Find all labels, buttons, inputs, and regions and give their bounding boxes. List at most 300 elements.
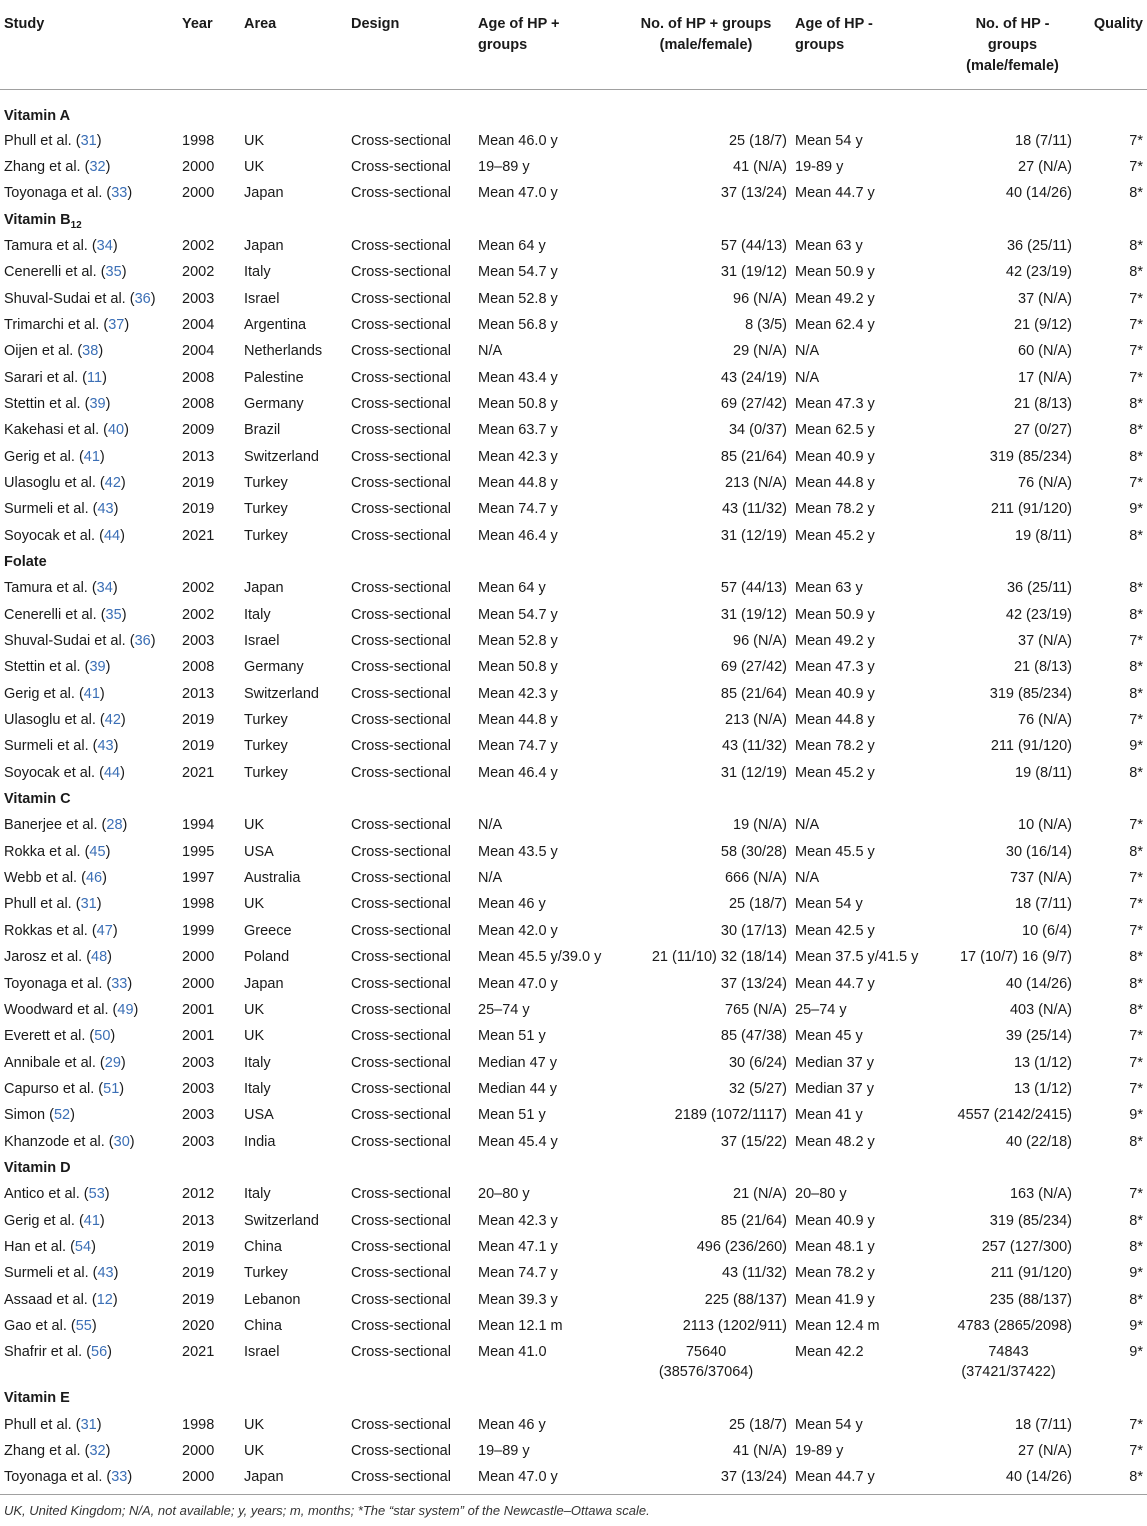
cell-num-hp-neg: 40 (14/26) bbox=[1005, 185, 1072, 202]
cell-quality: 7* bbox=[1129, 633, 1143, 650]
cell-num-hp-neg: 39 (25/14) bbox=[1005, 1028, 1072, 1045]
cell-age-hp-neg: Mean 49.2 y bbox=[795, 633, 875, 650]
cell-num-hp-pos: 21 (11/10) 32 (18/14) bbox=[651, 949, 787, 966]
cell-age-hp-pos: Mean 47.0 y bbox=[478, 185, 558, 202]
cell-study bbox=[0, 496, 178, 522]
cell-study bbox=[0, 654, 178, 680]
study-author: Surmeli et al. ( bbox=[4, 501, 98, 518]
col-num-hp-neg: No. of HP - groups (male/female) bbox=[941, 0, 1076, 90]
study-author: Oijen et al. ( bbox=[4, 343, 83, 360]
citation-close: ) bbox=[120, 474, 126, 491]
cell-year: 2004 bbox=[182, 316, 215, 333]
cell-design: Cross-sectional bbox=[351, 712, 451, 729]
cell-num-hp-neg: 37 (N/A) bbox=[1018, 633, 1072, 650]
cell-study bbox=[0, 1412, 178, 1438]
citation-link[interactable]: 33 bbox=[111, 1469, 128, 1486]
cell-age-hp-pos: Median 44 y bbox=[478, 1080, 557, 1097]
cell-num-hp-neg: 17 (N/A) bbox=[1018, 369, 1072, 386]
citation-close: ) bbox=[96, 1416, 102, 1433]
cell-study bbox=[0, 1129, 178, 1155]
cell-design: Cross-sectional bbox=[351, 343, 451, 360]
citation-close: ) bbox=[120, 527, 125, 544]
cell-year: 2000 bbox=[182, 1443, 215, 1459]
cell-age-hp-pos: Mean 63.7 y bbox=[478, 422, 558, 439]
cell-num-hp-pos: 29 (N/A) bbox=[733, 343, 787, 360]
study-author: Tamura et al. ( bbox=[4, 237, 97, 254]
cell-quality: 9* bbox=[1129, 1107, 1143, 1124]
citation-link[interactable]: 32 bbox=[89, 158, 106, 175]
cell-quality: 8* bbox=[1129, 764, 1143, 781]
cell-age-hp-pos: Mean 42.3 y bbox=[478, 1212, 558, 1229]
cell-age-hp-neg: Mean 37.5 y/41.5 y bbox=[795, 949, 919, 966]
citation-close: ) bbox=[107, 1344, 113, 1361]
cell-age-hp-pos: Mean 42.0 y bbox=[478, 922, 558, 939]
cell-quality: 8* bbox=[1129, 659, 1143, 676]
cell-age-hp-neg: Mean 78.2 y bbox=[795, 501, 875, 518]
cell-area: Turkey bbox=[244, 738, 288, 755]
col-num-hp-pos: No. of HP + groups (male/female) bbox=[621, 0, 791, 90]
table-row bbox=[0, 1181, 1147, 1207]
cell-num-hp-pos: 57 (44/13) bbox=[720, 580, 787, 597]
table-row bbox=[0, 391, 1147, 417]
cell-age-hp-neg: Mean 54 y bbox=[795, 896, 863, 913]
cell-area: Lebanon bbox=[244, 1291, 301, 1308]
cell-age-hp-neg: Mean 44.7 y bbox=[795, 185, 875, 202]
study-author: Surmeli et al. ( bbox=[4, 738, 98, 755]
cell-design: Cross-sectional bbox=[351, 659, 451, 676]
citation-link[interactable]: 36 bbox=[134, 633, 151, 650]
table-row bbox=[0, 575, 1147, 601]
cell-num-hp-pos: 41 (N/A) bbox=[733, 1443, 787, 1459]
study-author: Zhang et al. ( bbox=[4, 1443, 90, 1459]
cell-area: USA bbox=[244, 1107, 274, 1124]
cell-age-hp-pos: Mean 51 y bbox=[478, 1028, 546, 1045]
study-author: Khanzode et al. ( bbox=[4, 1133, 114, 1150]
cell-num-hp-pos: 31 (12/19) bbox=[720, 764, 787, 781]
table-row bbox=[0, 733, 1147, 759]
cell-age-hp-neg: Mean 44.7 y bbox=[795, 975, 875, 992]
cell-age-hp-pos: Mean 54.7 y bbox=[478, 606, 558, 623]
cell-age-hp-neg: Mean 78.2 y bbox=[795, 1265, 875, 1282]
table-row bbox=[0, 1438, 1147, 1464]
cell-study bbox=[0, 1208, 178, 1234]
citation-link[interactable]: 45 bbox=[89, 843, 106, 860]
citation-close: ) bbox=[112, 237, 118, 254]
citation-link[interactable]: 31 bbox=[80, 1416, 97, 1433]
cell-age-hp-pos: Mean 47.0 y bbox=[474, 1464, 621, 1494]
cell-quality: 8* bbox=[1129, 237, 1143, 254]
citation-close: ) bbox=[98, 343, 104, 360]
cell-design: Cross-sectional bbox=[351, 158, 451, 175]
cell-quality: 8* bbox=[1129, 580, 1143, 597]
citation-link[interactable]: 56 bbox=[91, 1344, 108, 1361]
cell-year: 2013 bbox=[182, 685, 215, 702]
citation-link[interactable]: 40 bbox=[107, 422, 125, 439]
citation-link[interactable]: 30 bbox=[113, 1133, 130, 1150]
cell-num-hp-neg: 21 (8/13) bbox=[1013, 395, 1072, 412]
cell-age-hp-neg: Mean 45.2 y bbox=[795, 527, 875, 544]
col-design: Design bbox=[347, 0, 474, 90]
citation-link[interactable]: 41 bbox=[83, 448, 100, 465]
cell-year: 2020 bbox=[182, 1317, 215, 1334]
citation-link[interactable]: 42 bbox=[104, 474, 121, 491]
cell-quality: 8* bbox=[1129, 395, 1143, 412]
cell-quality: 8* bbox=[1129, 1133, 1143, 1150]
citation-link[interactable]: 47 bbox=[96, 922, 113, 939]
cell-num-hp-pos: 85 (21/64) bbox=[720, 448, 787, 465]
cell-age-hp-pos: N/A bbox=[478, 343, 503, 360]
cell-area: Palestine bbox=[244, 369, 304, 386]
study-author: Rokka et al. ( bbox=[4, 843, 90, 860]
cell-num-hp-neg: 37 (N/A) bbox=[1018, 290, 1072, 307]
study-author: Surmeli et al. ( bbox=[4, 1265, 98, 1282]
citation-close: ) bbox=[102, 870, 107, 887]
cell-line: 75640 bbox=[685, 1344, 727, 1361]
cell-num-hp-pos: 31 (12/19) bbox=[720, 527, 787, 544]
citation-close: ) bbox=[91, 1238, 96, 1255]
section-title bbox=[0, 1155, 1147, 1181]
cell-study bbox=[0, 760, 178, 786]
study-author: Phull et al. ( bbox=[4, 132, 81, 149]
cell-year: 2004 bbox=[182, 343, 215, 360]
cell-design: Cross-sectional bbox=[351, 606, 451, 623]
citation-close: ) bbox=[96, 132, 102, 149]
cell-age-hp-neg: Mean 49.2 y bbox=[795, 290, 875, 307]
cell-age-hp-neg: Mean 41.9 y bbox=[795, 1291, 875, 1308]
table-row bbox=[0, 1023, 1147, 1049]
cell-area: Israel bbox=[244, 633, 280, 650]
citation-link[interactable]: 35 bbox=[105, 264, 122, 281]
citation-link[interactable]: 48 bbox=[91, 949, 108, 966]
cell-num-hp-pos: 43 (11/32) bbox=[721, 1265, 787, 1282]
citation-link[interactable]: 39 bbox=[89, 659, 106, 676]
citation-link[interactable]: 33 bbox=[111, 975, 128, 992]
cell-design: Cross-sectional bbox=[351, 132, 451, 149]
section-header bbox=[0, 207, 1147, 233]
cell-num-hp-pos: 43 (11/32) bbox=[721, 501, 787, 518]
cell-quality: 7* bbox=[1129, 316, 1143, 333]
cell-area: Israel bbox=[244, 1344, 280, 1361]
cell-age-hp-pos: Mean 47.1 y bbox=[478, 1238, 558, 1255]
cell-num-hp-neg: 10 (6/4) bbox=[1022, 922, 1072, 939]
cell-quality: 7* bbox=[1129, 870, 1143, 887]
citation-link[interactable]: 42 bbox=[104, 712, 121, 729]
cell-num-hp-neg: 30 (16/14) bbox=[1005, 843, 1072, 860]
section-header bbox=[0, 786, 1147, 812]
citation-close: ) bbox=[120, 712, 126, 729]
citation-link[interactable]: 31 bbox=[80, 896, 97, 913]
citation-link[interactable]: 53 bbox=[88, 1186, 105, 1203]
citation-link[interactable]: 11 bbox=[87, 369, 103, 386]
cell-year: 2003 bbox=[182, 1054, 215, 1071]
cell-num-hp-neg: 36 (25/11) bbox=[1006, 237, 1072, 254]
citation-link[interactable]: 38 bbox=[82, 343, 99, 360]
cell-quality: 8* bbox=[1129, 448, 1143, 465]
cell-age-hp-neg: Mean 54 y bbox=[795, 132, 863, 149]
cell-area: Italy bbox=[244, 1054, 271, 1071]
cell-design: Cross-sectional bbox=[351, 474, 451, 491]
cell-design: Cross-sectional bbox=[351, 896, 451, 913]
citation-link[interactable]: 43 bbox=[97, 738, 114, 755]
table-row bbox=[0, 812, 1147, 838]
citation-close: ) bbox=[104, 1186, 110, 1203]
citation-close: ) bbox=[119, 1080, 125, 1097]
cell-quality: 8* bbox=[1129, 1291, 1143, 1308]
cell-design: Cross-sectional bbox=[351, 316, 451, 333]
cell-num-hp-neg: 4557 (2142/2415) bbox=[957, 1107, 1072, 1124]
citation-close: ) bbox=[91, 1317, 97, 1334]
cell-age-hp-pos: Mean 46.4 y bbox=[478, 764, 558, 781]
cell-num-hp-pos: 85 (21/64) bbox=[720, 685, 787, 702]
cell-age-hp-pos: Mean 41.0 bbox=[478, 1344, 547, 1361]
citation-link[interactable]: 28 bbox=[106, 817, 123, 834]
cell-num-hp-pos: 19 (N/A) bbox=[733, 817, 787, 834]
cell-num-hp-neg: 76 (N/A) bbox=[1018, 712, 1072, 729]
cell-num-hp-neg: 42 (23/19) bbox=[1005, 606, 1072, 623]
cell-study bbox=[0, 128, 178, 154]
citation-link[interactable]: 52 bbox=[53, 1107, 71, 1124]
cell-age-hp-neg: Mean 48.1 y bbox=[795, 1238, 875, 1255]
cell-year: 2000 bbox=[182, 185, 215, 202]
cell-quality: 7* bbox=[1129, 343, 1143, 360]
cell-area: Turkey bbox=[244, 501, 288, 518]
cell-age-hp-pos: Mean 74.7 y bbox=[478, 501, 558, 518]
cell-year: 1994 bbox=[182, 817, 215, 834]
cell-age-hp-neg: Mean 42.5 y bbox=[795, 922, 875, 939]
citation-link[interactable]: 44 bbox=[103, 764, 121, 781]
col-study: Study bbox=[0, 0, 178, 90]
cell-year: 2012 bbox=[182, 1186, 215, 1203]
citation-close: ) bbox=[122, 817, 128, 834]
cell-study bbox=[0, 1464, 178, 1494]
section-title bbox=[0, 1385, 1147, 1411]
citation-link[interactable]: 34 bbox=[96, 237, 113, 254]
cell-age-hp-neg: Mean 45.5 y bbox=[795, 843, 875, 860]
cell-study bbox=[0, 312, 178, 338]
citation-link[interactable]: 43 bbox=[97, 501, 114, 518]
cell-num-hp-neg: 19 (8/11) bbox=[1015, 764, 1072, 781]
cell-year: 2000 bbox=[182, 158, 215, 175]
table-row bbox=[0, 944, 1147, 970]
cell-area: Turkey bbox=[244, 712, 288, 729]
cell-num-hp-pos: 37 (13/24) bbox=[720, 975, 787, 992]
citation-link[interactable]: 12 bbox=[96, 1291, 113, 1308]
section-header bbox=[0, 549, 1147, 575]
cell-quality: 7* bbox=[1129, 712, 1143, 729]
cell-year: 1997 bbox=[182, 870, 215, 887]
citation-link[interactable]: 37 bbox=[108, 316, 125, 333]
cell-study bbox=[0, 154, 178, 180]
cell-num-hp-neg bbox=[941, 1339, 1076, 1385]
citation-link[interactable]: 41 bbox=[83, 685, 100, 702]
citation-link[interactable]: 46 bbox=[85, 870, 103, 887]
cell-age-hp-pos: Mean 45.5 y/39.0 y bbox=[478, 949, 602, 966]
table-row bbox=[0, 918, 1147, 944]
citation-link[interactable]: 39 bbox=[89, 395, 106, 412]
cell-age-hp-neg: 25–74 y bbox=[795, 1001, 847, 1018]
table-row bbox=[0, 1339, 1147, 1385]
cell-num-hp-pos: 765 (N/A) bbox=[724, 1001, 787, 1018]
section-header bbox=[0, 1385, 1147, 1411]
citation-close: ) bbox=[96, 896, 102, 913]
citation-link[interactable]: 35 bbox=[105, 606, 122, 623]
table-row bbox=[0, 1234, 1147, 1260]
cell-study bbox=[0, 1050, 178, 1076]
citation-link[interactable]: 36 bbox=[134, 290, 151, 307]
cell-design: Cross-sectional bbox=[351, 738, 451, 755]
study-author: Gao et al. ( bbox=[4, 1317, 76, 1334]
cell-year: 2019 bbox=[182, 501, 215, 518]
cell-design: Cross-sectional bbox=[351, 922, 451, 939]
cell-num-hp-neg: 19 (8/11) bbox=[1015, 527, 1072, 544]
citation-close: ) bbox=[113, 1265, 119, 1282]
cell-area: Poland bbox=[244, 949, 290, 966]
citation-link[interactable]: 41 bbox=[83, 1212, 100, 1229]
cell-area: UK bbox=[244, 1028, 265, 1045]
cell-area: Turkey bbox=[244, 527, 288, 544]
citation-link[interactable]: 55 bbox=[75, 1317, 92, 1334]
citation-link[interactable]: 50 bbox=[94, 1028, 111, 1045]
cell-study bbox=[0, 417, 178, 443]
citation-link[interactable]: 49 bbox=[117, 1001, 134, 1018]
study-author: Woodward et al. ( bbox=[4, 1001, 118, 1018]
cell-num-hp-neg: 21 (8/13) bbox=[1013, 659, 1072, 676]
cell-quality: 8* bbox=[1129, 422, 1143, 439]
cell-year: 2019 bbox=[182, 712, 215, 729]
cell-num-hp-neg: 18 (7/11) bbox=[1015, 132, 1072, 149]
cell-study bbox=[0, 918, 178, 944]
citation-link[interactable]: 33 bbox=[111, 185, 128, 202]
cell-design: Cross-sectional bbox=[351, 764, 451, 781]
cell-quality: 7* bbox=[1129, 369, 1143, 386]
study-author: Kakehasi et al. ( bbox=[4, 422, 108, 439]
cell-design: Cross-sectional bbox=[351, 1443, 451, 1459]
cell-age-hp-pos: Mean 44.8 y bbox=[478, 474, 558, 491]
cell-study bbox=[0, 1234, 178, 1260]
citation-close: ) bbox=[99, 448, 105, 465]
cell-age-hp-pos: Mean 39.3 y bbox=[478, 1291, 558, 1308]
cell-age-hp-neg: Median 37 y bbox=[795, 1080, 874, 1097]
cell-age-hp-pos: Median 47 y bbox=[478, 1054, 557, 1071]
cell-area: UK bbox=[244, 1443, 265, 1459]
cell-area: Japan bbox=[244, 185, 284, 202]
cell-num-hp-neg: 211 (91/120) bbox=[990, 1265, 1072, 1282]
table-row bbox=[0, 1102, 1147, 1128]
citation-close: ) bbox=[99, 685, 105, 702]
study-author: Annibale et al. ( bbox=[4, 1054, 105, 1071]
study-author: Toyonaga et al. ( bbox=[4, 975, 112, 992]
cell-age-hp-pos: N/A bbox=[478, 817, 503, 834]
citation-close: ) bbox=[113, 501, 119, 518]
cell-age-hp-neg: Median 37 y bbox=[795, 1054, 874, 1071]
section-title-text: Vitamin B bbox=[4, 211, 71, 228]
study-author: Phull et al. ( bbox=[4, 896, 81, 913]
cell-area: Germany bbox=[244, 395, 304, 412]
cell-num-hp-pos: 37 (13/24) bbox=[720, 185, 787, 202]
cell-study bbox=[0, 707, 178, 733]
cell-year: 2002 bbox=[182, 606, 215, 623]
cell-quality: 7* bbox=[1129, 132, 1143, 149]
cell-study bbox=[0, 1339, 178, 1385]
cell-area: Italy bbox=[244, 264, 271, 281]
citation-close: ) bbox=[129, 1133, 135, 1150]
cell-area: USA bbox=[244, 843, 274, 860]
cell-num-hp-neg: 27 (0/27) bbox=[1013, 422, 1072, 439]
citation-close: ) bbox=[133, 1001, 139, 1018]
cell-num-hp-pos: 37 (15/22) bbox=[720, 1133, 787, 1150]
table-row bbox=[0, 523, 1147, 549]
cell-num-hp-pos: 43 (11/32) bbox=[721, 738, 787, 755]
cell-num-hp-neg: 4783 (2865/2098) bbox=[957, 1317, 1072, 1334]
cell-year: 2008 bbox=[182, 395, 215, 412]
table-footnote: UK, United Kingdom; N/A, not available; y, years; m, months; *The “star system” of the Newcastle–Ottawa scale. bbox=[4, 1503, 650, 1518]
citation-close: ) bbox=[127, 975, 133, 992]
cell-area: China bbox=[244, 1317, 282, 1334]
cell-study bbox=[0, 944, 178, 970]
section-header bbox=[0, 1155, 1147, 1181]
table-row bbox=[0, 628, 1147, 654]
cell-area: Switzerland bbox=[244, 448, 319, 465]
table-row bbox=[0, 417, 1147, 443]
section-title-text: Vitamin E bbox=[4, 1390, 70, 1407]
cell-num-hp-pos bbox=[621, 1339, 791, 1385]
cell-age-hp-pos: Mean 52.8 y bbox=[478, 290, 558, 307]
cell-year: 2019 bbox=[182, 1291, 215, 1308]
citation-link[interactable]: 44 bbox=[103, 527, 121, 544]
cell-age-hp-pos: Mean 47.0 y bbox=[478, 975, 558, 992]
cell-year: 2000 bbox=[182, 949, 215, 966]
cell-design: Cross-sectional bbox=[351, 1212, 451, 1229]
cell-num-hp-pos: 96 (N/A) bbox=[733, 633, 787, 650]
cell-num-hp-neg: 27 (N/A) bbox=[1018, 158, 1072, 175]
study-author: Soyocak et al. ( bbox=[4, 764, 104, 781]
cell-study bbox=[0, 1287, 178, 1313]
cell-year: 2003 bbox=[182, 1107, 215, 1124]
citation-link[interactable]: 31 bbox=[80, 132, 97, 149]
cell-num-hp-neg: 13 (1/12) bbox=[1013, 1054, 1072, 1071]
cell-num-hp-pos: 30 (6/24) bbox=[728, 1054, 787, 1071]
cell-design: Cross-sectional bbox=[351, 1186, 451, 1203]
cell-num-hp-pos: 96 (N/A) bbox=[733, 290, 787, 307]
table-row bbox=[0, 1050, 1147, 1076]
cell-design: Cross-sectional bbox=[351, 949, 451, 966]
cell-study bbox=[0, 812, 178, 838]
citation-close: ) bbox=[105, 158, 111, 175]
citation-link[interactable]: 43 bbox=[97, 1265, 114, 1282]
cell-age-hp-neg: Mean 62.4 y bbox=[795, 316, 875, 333]
citation-link[interactable]: 34 bbox=[96, 580, 113, 597]
table-row bbox=[0, 1076, 1147, 1102]
cell-quality: 7* bbox=[1129, 1443, 1143, 1459]
cell-study bbox=[0, 575, 178, 601]
cell-age-hp-pos: Mean 43.5 y bbox=[478, 843, 558, 860]
cell-quality: 8* bbox=[1129, 1212, 1143, 1229]
study-author: Ulasoglu et al. ( bbox=[4, 474, 105, 491]
cell-quality: 8* bbox=[1129, 975, 1143, 992]
cell-design: Cross-sectional bbox=[351, 1107, 451, 1124]
cell-age-hp-pos: Mean 42.3 y bbox=[478, 448, 558, 465]
citation-link[interactable]: 32 bbox=[89, 1443, 106, 1459]
citation-link[interactable]: 54 bbox=[74, 1238, 92, 1255]
cell-design: Cross-sectional bbox=[347, 1464, 474, 1494]
table-row bbox=[0, 338, 1147, 364]
col-quality: Quality bbox=[1076, 0, 1147, 90]
citation-link[interactable]: 29 bbox=[104, 1054, 121, 1071]
cell-age-hp-neg: Mean 54 y bbox=[795, 1416, 863, 1433]
citation-link[interactable]: 51 bbox=[103, 1080, 120, 1097]
cell-num-hp-pos: 41 (N/A) bbox=[733, 158, 787, 175]
cell-area: China bbox=[244, 1238, 282, 1255]
